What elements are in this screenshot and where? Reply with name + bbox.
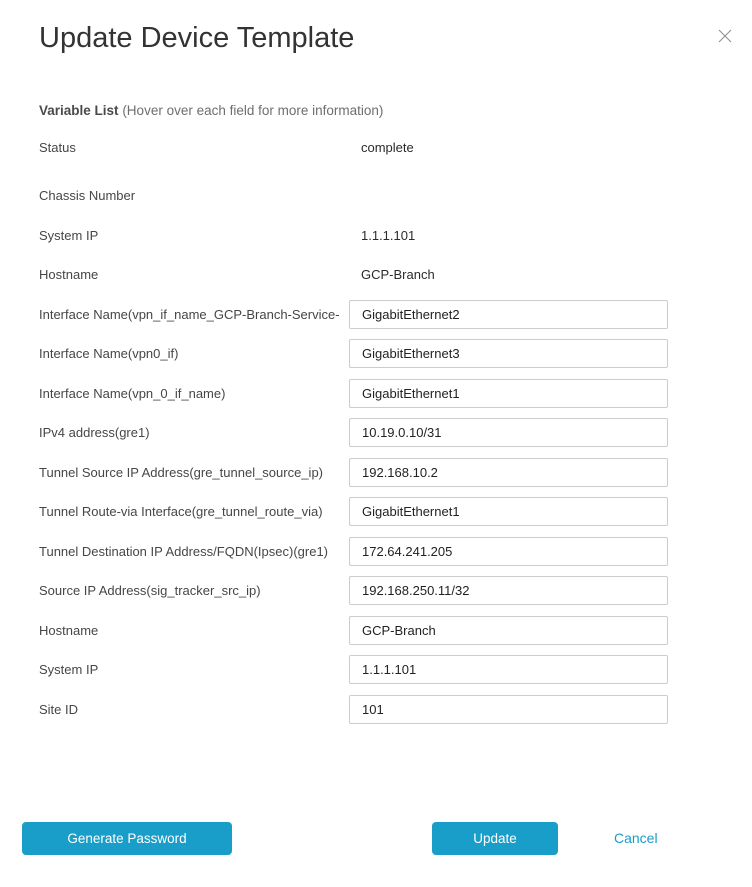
form-row-ipv4-address-gre1 [39, 418, 752, 447]
field-label: Tunnel Source IP Address(gre_tunnel_source_ip) [39, 464, 324, 480]
form-row-hostname-input [39, 616, 752, 645]
field-label: Status [39, 140, 76, 155]
field-label: Interface Name(vpn_if_name_GCP-Branch-Service- [39, 306, 340, 322]
field-label: Interface Name(vpn0_if) [39, 346, 179, 361]
field-label: Source IP Address(sig_tracker_src_ip) [39, 583, 261, 598]
variable-form [0, 133, 752, 724]
form-row-tunnel-source-ip [39, 458, 752, 487]
field-input[interactable] [349, 695, 668, 724]
variable-list-heading: Variable List [39, 103, 119, 118]
form-row-status [39, 133, 752, 162]
form-row-interface-name-vpn-0-if-name [39, 379, 752, 408]
field-input[interactable] [349, 379, 668, 408]
form-row-interface-name-vpn0-if [39, 339, 752, 368]
close-icon[interactable] [716, 27, 734, 45]
field-label: IPv4 address(gre1) [39, 425, 150, 440]
field-label: Tunnel Route-via Interface(gre_tunnel_route_via) [39, 504, 323, 519]
dialog-footer [0, 822, 752, 855]
form-row-system-ip [39, 221, 752, 250]
field-label: Site ID [39, 701, 79, 717]
field-input[interactable] [349, 655, 668, 684]
field-input[interactable] [349, 300, 668, 329]
form-row-chassis-number [39, 181, 752, 210]
field-input[interactable] [349, 537, 668, 566]
field-input[interactable] [349, 458, 668, 487]
field-input[interactable] [349, 616, 668, 645]
form-row-source-ip-tracker [39, 576, 752, 605]
dialog-title: Update Device Template [39, 22, 355, 54]
field-value: 1.1.1.101 [361, 227, 416, 243]
field-input[interactable] [349, 497, 668, 526]
form-row-hostname [39, 260, 752, 289]
field-label: Hostname [39, 622, 99, 638]
field-label: Interface Name(vpn_0_if_name) [39, 385, 226, 401]
form-row-interface-name-service [39, 300, 752, 329]
field-label: Hostname [39, 267, 99, 282]
field-label: System IP [39, 662, 99, 677]
form-row-site-id [39, 695, 752, 724]
variable-list-header [39, 103, 752, 119]
field-value: GCP-Branch [361, 267, 435, 282]
generate-password-button[interactable]: Generate Password [22, 822, 232, 855]
update-device-template-dialog [0, 22, 752, 887]
variable-list-hint: (Hover over each field for more information) [122, 103, 384, 118]
field-input[interactable] [349, 339, 668, 368]
form-row-tunnel-route-via [39, 497, 752, 526]
cancel-link[interactable]: Cancel [614, 830, 658, 846]
field-label: System IP [39, 227, 99, 243]
field-input[interactable] [349, 576, 668, 605]
field-input[interactable] [349, 418, 668, 447]
field-label: Tunnel Destination IP Address/FQDN(Ipsec)(gre1) [39, 543, 329, 559]
update-button[interactable]: Update [432, 822, 558, 855]
field-value: complete [361, 140, 414, 155]
form-row-tunnel-destination-ip [39, 537, 752, 566]
form-row-system-ip-input [39, 655, 752, 684]
field-label: Chassis Number [39, 188, 136, 203]
